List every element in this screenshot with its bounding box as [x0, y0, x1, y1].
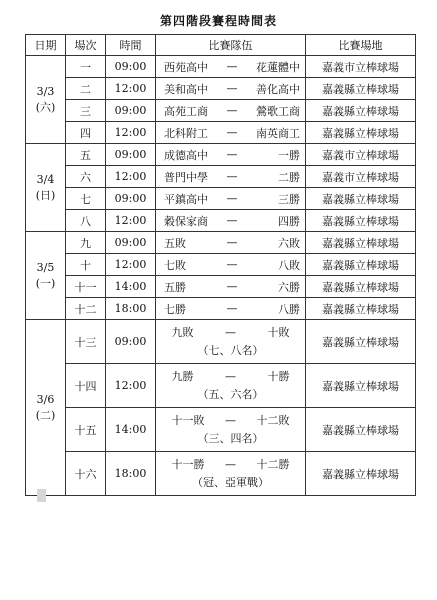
date-cell — [26, 320, 66, 496]
teams-cell — [156, 320, 306, 364]
table-row — [26, 78, 416, 100]
date-text: 3/4 — [36, 172, 55, 186]
table-row — [26, 364, 416, 408]
venue-cell: 嘉義縣立棒球場 — [306, 78, 416, 100]
table-row — [26, 298, 416, 320]
table-row — [26, 210, 416, 232]
header-row — [26, 35, 416, 56]
team-away: 十二敗 — [256, 413, 290, 427]
matchup-pair — [172, 324, 290, 342]
team-home: 七敗 — [164, 258, 186, 272]
matchup-pair — [172, 456, 290, 474]
game-number: 九 — [66, 232, 106, 254]
weekday-text: (六) — [35, 100, 56, 114]
game-number: 十五 — [66, 408, 106, 452]
matchup — [156, 456, 305, 492]
game-number: 十一 — [66, 276, 106, 298]
team-away: 三勝 — [278, 192, 300, 206]
venue-cell: 嘉義縣立棒球場 — [306, 276, 416, 298]
date-cell — [26, 56, 66, 144]
venue-cell: 嘉義縣立棒球場 — [306, 122, 416, 144]
venue-cell: 嘉義縣立棒球場 — [306, 320, 416, 364]
teams-cell — [156, 56, 306, 78]
matchup — [156, 324, 305, 360]
matchup — [156, 235, 305, 251]
table-row — [26, 320, 416, 364]
vs-dash: — — [226, 104, 238, 117]
teams-cell — [156, 276, 306, 298]
vs-dash: — — [225, 413, 236, 427]
table-row — [26, 56, 416, 78]
venue-cell: 嘉義縣立棒球場 — [306, 100, 416, 122]
header-time: 時間 — [106, 35, 156, 56]
game-number: 三 — [66, 100, 106, 122]
table-row — [26, 166, 416, 188]
team-away: 六勝 — [278, 280, 300, 294]
team-away: 八敗 — [278, 258, 300, 272]
game-number: 十 — [66, 254, 106, 276]
team-away: 八勝 — [278, 302, 300, 316]
weekday-text: (二) — [35, 408, 56, 422]
vs-dash: — — [226, 60, 238, 73]
matchup — [156, 59, 305, 75]
table-row — [26, 100, 416, 122]
schedule-body — [26, 56, 416, 496]
game-number: 十二 — [66, 298, 106, 320]
vs-dash: — — [225, 369, 236, 383]
teams-cell — [156, 232, 306, 254]
team-home: 穀保家商 — [164, 214, 208, 228]
team-away: 善化高中 — [256, 82, 300, 96]
team-home: 高苑工商 — [164, 104, 208, 118]
vs-dash: — — [226, 148, 238, 161]
game-time: 09:00 — [106, 232, 156, 254]
table-row — [26, 188, 416, 210]
venue-cell: 嘉義縣立棒球場 — [306, 188, 416, 210]
matchup — [156, 368, 305, 404]
table-row — [26, 122, 416, 144]
matchup — [156, 125, 305, 141]
weekday-text: (一) — [35, 276, 56, 290]
schedule-table — [25, 34, 416, 496]
teams-cell — [156, 122, 306, 144]
team-home: 西苑高中 — [164, 60, 208, 74]
team-away: 十勝 — [267, 369, 290, 383]
team-home: 七勝 — [164, 302, 186, 316]
matchup-pair — [172, 412, 290, 430]
venue-cell: 嘉義市立棒球場 — [306, 144, 416, 166]
matchup — [156, 103, 305, 119]
game-number: 十六 — [66, 452, 106, 496]
vs-dash: — — [225, 457, 236, 471]
venue-cell: 嘉義縣立棒球場 — [306, 298, 416, 320]
date-cell — [26, 144, 66, 232]
game-number: 八 — [66, 210, 106, 232]
table-row — [26, 254, 416, 276]
venue-cell: 嘉義縣立棒球場 — [306, 254, 416, 276]
table-row — [26, 232, 416, 254]
vs-dash: — — [226, 280, 238, 293]
game-time: 09:00 — [106, 100, 156, 122]
table-row — [26, 144, 416, 166]
game-number: 十三 — [66, 320, 106, 364]
game-number: 七 — [66, 188, 106, 210]
team-home: 五敗 — [164, 236, 186, 250]
teams-cell — [156, 188, 306, 210]
teams-cell — [156, 210, 306, 232]
game-time: 18:00 — [106, 298, 156, 320]
vs-dash: — — [226, 192, 238, 205]
team-away: 十二勝 — [256, 457, 290, 471]
game-time: 12:00 — [106, 254, 156, 276]
venue-cell: 嘉義縣立棒球場 — [306, 232, 416, 254]
teams-cell — [156, 408, 306, 452]
scroll-marker — [37, 489, 46, 502]
game-time: 09:00 — [106, 320, 156, 364]
matchup — [156, 301, 305, 317]
team-away: 二勝 — [278, 170, 300, 184]
placement-note: （三、四名） — [197, 431, 264, 445]
game-time: 14:00 — [106, 408, 156, 452]
team-away: 四勝 — [278, 214, 300, 228]
game-time: 12:00 — [106, 78, 156, 100]
teams-cell — [156, 452, 306, 496]
table-row — [26, 276, 416, 298]
game-time: 09:00 — [106, 144, 156, 166]
matchup — [156, 213, 305, 229]
vs-dash: — — [225, 325, 236, 339]
venue-cell: 嘉義縣立棒球場 — [306, 364, 416, 408]
date-text: 3/3 — [36, 84, 55, 98]
vs-dash: — — [226, 170, 238, 183]
team-away: 鶯歌工商 — [256, 104, 300, 118]
matchup — [156, 191, 305, 207]
venue-cell: 嘉義市立棒球場 — [306, 166, 416, 188]
team-away: 六敗 — [278, 236, 300, 250]
header-teams: 比賽隊伍 — [156, 35, 306, 56]
game-time: 09:00 — [106, 188, 156, 210]
venue-cell: 嘉義縣立棒球場 — [306, 210, 416, 232]
team-home: 十一敗 — [171, 413, 205, 427]
team-away: 一勝 — [278, 148, 300, 162]
game-time: 09:00 — [106, 56, 156, 78]
game-number: 二 — [66, 78, 106, 100]
vs-dash: — — [226, 126, 238, 139]
team-home: 成德高中 — [164, 148, 208, 162]
team-home: 北科附工 — [164, 126, 208, 140]
game-time: 14:00 — [106, 276, 156, 298]
page-title: 第四階段賽程時間表 — [159, 14, 277, 28]
team-home: 美和高中 — [164, 82, 208, 96]
table-row — [26, 408, 416, 452]
matchup — [156, 147, 305, 163]
team-away: 花蓮體中 — [256, 60, 300, 74]
header-date: 日期 — [26, 35, 66, 56]
teams-cell — [156, 144, 306, 166]
placement-note: （冠、亞軍戰） — [192, 475, 269, 489]
game-time: 12:00 — [106, 122, 156, 144]
venue-cell: 嘉義縣立棒球場 — [306, 452, 416, 496]
game-time: 18:00 — [106, 452, 156, 496]
placement-note: （五、六名） — [197, 387, 264, 401]
date-text: 3/5 — [36, 260, 55, 274]
game-number: 十四 — [66, 364, 106, 408]
header-venue: 比賽場地 — [306, 35, 416, 56]
venue-cell: 嘉義縣立棒球場 — [306, 408, 416, 452]
date-cell — [26, 232, 66, 320]
matchup — [156, 169, 305, 185]
teams-cell — [156, 364, 306, 408]
game-number: 四 — [66, 122, 106, 144]
team-home: 九敗 — [171, 325, 194, 339]
matchup — [156, 257, 305, 273]
team-home: 十一勝 — [171, 457, 205, 471]
venue-cell: 嘉義市立棒球場 — [306, 56, 416, 78]
vs-dash: — — [226, 214, 238, 227]
teams-cell — [156, 298, 306, 320]
date-text: 3/6 — [36, 392, 55, 406]
matchup — [156, 279, 305, 295]
team-home: 九勝 — [171, 369, 194, 383]
game-time: 12:00 — [106, 166, 156, 188]
matchup — [156, 412, 305, 448]
vs-dash: — — [226, 258, 238, 271]
vs-dash: — — [226, 82, 238, 95]
game-time: 12:00 — [106, 210, 156, 232]
game-number: 六 — [66, 166, 106, 188]
team-home: 普門中學 — [164, 170, 208, 184]
matchup-pair — [172, 368, 290, 386]
team-home: 五勝 — [164, 280, 186, 294]
teams-cell — [156, 254, 306, 276]
game-number: 五 — [66, 144, 106, 166]
placement-note: （七、八名） — [197, 343, 264, 357]
vs-dash: — — [226, 302, 238, 315]
teams-cell — [156, 166, 306, 188]
matchup — [156, 81, 305, 97]
table-row — [26, 452, 416, 496]
teams-cell — [156, 78, 306, 100]
game-time: 12:00 — [106, 364, 156, 408]
team-away: 南英商工 — [256, 126, 300, 140]
teams-cell — [156, 100, 306, 122]
game-number: 一 — [66, 56, 106, 78]
weekday-text: (日) — [35, 188, 56, 202]
team-home: 平鎮高中 — [164, 192, 208, 206]
team-away: 十敗 — [267, 325, 290, 339]
header-game-no: 場次 — [66, 35, 106, 56]
vs-dash: — — [226, 236, 238, 249]
